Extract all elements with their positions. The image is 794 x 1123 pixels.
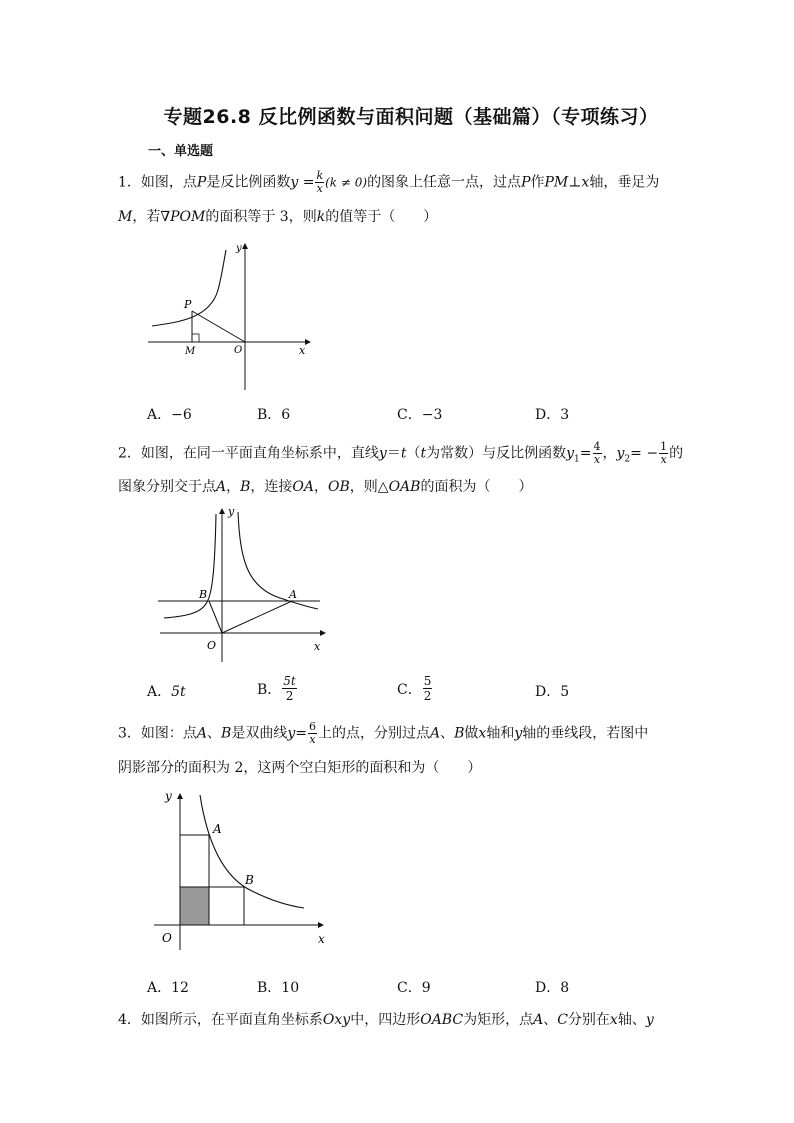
- q1-perp-symbol: ⊥: [568, 174, 582, 191]
- q4-var-y: y: [645, 1012, 654, 1028]
- q1-x-axis: x: [581, 174, 590, 191]
- q3-label-y: y: [165, 789, 172, 803]
- q3-text: 3．如图：点: [118, 725, 197, 742]
- q3-den: x: [309, 733, 316, 746]
- q2-text: 的: [669, 445, 684, 462]
- q1-point-p: P: [196, 174, 207, 191]
- q3-white-rect-right: [209, 887, 244, 925]
- q1-func-denominator: x: [316, 182, 323, 195]
- q4-line1: [118, 1010, 688, 1030]
- q1-segment-po: [192, 311, 245, 342]
- q2-y2-sub: 2: [624, 454, 631, 465]
- q2-comma: ，: [602, 445, 617, 462]
- q2-eq: ＝: [386, 445, 401, 462]
- q3-x-arrow: [318, 922, 324, 928]
- q3-point-b: B: [221, 725, 232, 742]
- q3-point-a: A: [196, 725, 208, 742]
- q4-text: 轴、: [617, 1012, 646, 1028]
- q1-label-y: y: [236, 243, 242, 254]
- q2-y1-eq: =: [579, 445, 592, 462]
- q1-text: 的值等于（ ）: [325, 209, 438, 225]
- q1-label-o: O: [234, 345, 243, 356]
- q1-label-p: P: [184, 298, 192, 311]
- q1-point-m: M: [118, 209, 133, 225]
- q2-label-b: B: [199, 588, 208, 601]
- q1-option-c[interactable]: C．−3: [397, 407, 443, 423]
- q2-y2-den: x: [660, 453, 667, 466]
- q2-var-t: t: [420, 445, 427, 462]
- q1-right-angle-mark: [192, 334, 199, 342]
- q2-figure: [150, 502, 340, 664]
- q4-dun: 、: [543, 1012, 558, 1028]
- q2-text: 为常数）与反比例函数: [426, 445, 567, 462]
- q3-dun: 、: [440, 725, 455, 742]
- q2-point-a: A: [216, 479, 227, 495]
- q2-y2-eq: = −: [630, 445, 659, 462]
- q1-func-fraction: [315, 170, 324, 195]
- q3-y-arrow: [177, 793, 183, 799]
- q3-var-y: y: [287, 725, 296, 742]
- q3-option-c[interactable]: C．9: [397, 980, 431, 996]
- q3-var-x: x: [478, 725, 487, 742]
- q3-label-x: x: [318, 932, 325, 946]
- q2-line1: [118, 441, 688, 469]
- page-title: 专题26.8 反比例函数与面积问题（基础篇）（专项练习）: [163, 106, 659, 128]
- q2-y1-num: 4: [593, 440, 601, 453]
- q3-shaded-rect: [180, 887, 209, 925]
- q4-oabc: OABC: [420, 1012, 464, 1028]
- q2-hyperbola-y2: [164, 514, 216, 618]
- q3-label-a: A: [213, 822, 222, 836]
- q1-triangle: ∇POM: [160, 209, 206, 225]
- q4-point-c: C: [557, 1012, 568, 1028]
- q1-point-p: P: [521, 174, 531, 191]
- q3-option-d[interactable]: D．8: [535, 980, 570, 996]
- q2-line2: [118, 477, 688, 497]
- q2-y1-den: x: [593, 453, 601, 466]
- q2-var-y: y: [378, 445, 387, 462]
- q3-eq: =: [295, 725, 307, 742]
- q1-segment-pm: PM: [544, 174, 569, 191]
- q3-text: 是双曲线: [231, 725, 288, 742]
- q2-text: ，则△: [349, 479, 389, 495]
- q2-text: 图象分别交于点: [118, 479, 216, 495]
- q1-text: 轴，垂足为: [589, 174, 660, 191]
- q4-oxy: Oxy: [322, 1012, 351, 1028]
- q2-y1-fraction: [593, 441, 602, 466]
- q1-figure: [140, 235, 320, 395]
- q2-text: ，连接: [250, 479, 293, 495]
- q4-text: 为矩形，点: [463, 1012, 534, 1028]
- q2-option-c[interactable]: C． $\frac{5}{2}$: [397, 674, 432, 703]
- q2-triangle: OAB: [388, 479, 421, 495]
- q4-text: 分别在: [567, 1012, 610, 1028]
- q1-func-lhs: y =: [290, 174, 315, 191]
- q1-y-arrow: [242, 243, 248, 249]
- q3-hyperbola: [200, 795, 304, 908]
- q1-hyperbola: [152, 250, 226, 326]
- q3-figure: [152, 785, 337, 955]
- q2-y2-fraction: [659, 441, 668, 466]
- q3-option-a[interactable]: A．12: [147, 980, 189, 996]
- q2-label-a: A: [289, 588, 297, 601]
- section-heading: 一、单选题: [148, 144, 214, 159]
- q2-option-d[interactable]: D．5: [535, 684, 570, 700]
- q1-k: k: [316, 209, 326, 225]
- q1-line2: [118, 207, 688, 227]
- q2-point-b: B: [240, 479, 251, 495]
- q3-num: 6: [309, 720, 316, 733]
- q1-func-numerator: k: [316, 169, 324, 182]
- q3-text: 轴的垂线段，若图中: [522, 725, 649, 742]
- q1-text: 的图象上任意一点，过点: [367, 174, 522, 191]
- q2-hyperbola-y1: [238, 512, 318, 609]
- q1-option-d[interactable]: D．3: [535, 407, 570, 423]
- q3-line2: 阴影部分的面积为 2，这两个空白矩形的面积和为（ ）: [118, 760, 482, 776]
- q4-text: 中，四边形: [350, 1012, 421, 1028]
- q2-var-t: t: [400, 445, 407, 462]
- q2-label-o: O: [207, 639, 217, 652]
- q1-text: 1．如图，点: [118, 174, 197, 191]
- q2-text: （: [406, 445, 421, 462]
- q4-point-a: A: [533, 1012, 544, 1028]
- q1-text: 作: [530, 174, 545, 191]
- q3-option-b[interactable]: B．10: [257, 980, 300, 996]
- q3-white-rect-upper: [180, 835, 209, 887]
- q3-fraction: [308, 721, 317, 746]
- q3-label-o: O: [162, 931, 172, 945]
- q2-segment-oa-line: [222, 601, 292, 633]
- q4-text: 4．如图所示，在平面直角坐标系: [118, 1012, 323, 1028]
- q2-segment-ob-line: [209, 601, 222, 633]
- q3-text: 轴和: [486, 725, 515, 742]
- q1-text: 的面积等于 3，则: [205, 209, 317, 225]
- q2-option-b[interactable]: B． $\frac{5t}{2}$: [257, 674, 296, 703]
- q3-text: 做: [464, 725, 479, 742]
- q1-line1: [118, 170, 688, 195]
- q1-label-x: x: [299, 344, 306, 357]
- q2-y1: y: [566, 445, 575, 462]
- q2-option-a[interactable]: A．5t: [147, 684, 186, 700]
- q3-label-b: B: [245, 873, 254, 887]
- q2-sep: ，: [226, 479, 241, 495]
- q2-text: 的面积为（ ）: [420, 479, 533, 495]
- q3-point-a: A: [430, 725, 441, 742]
- q4-var-x: x: [609, 1012, 618, 1028]
- q3-line1: [118, 721, 688, 746]
- q1-func-condition: (k ≠ 0): [325, 175, 368, 190]
- q2-label-x: x: [314, 640, 321, 653]
- q2-segment-ob: OB: [328, 479, 350, 495]
- q2-y2: y: [616, 445, 625, 462]
- q1-text: ，若: [132, 209, 161, 225]
- q1-label-m: M: [185, 346, 196, 357]
- q2-x-arrow: [320, 630, 326, 636]
- q3-text: 上的点，分别过点: [318, 725, 430, 742]
- q3-point-b: B: [454, 725, 465, 742]
- q3-dun: 、: [207, 725, 222, 742]
- q3-var-y: y: [514, 725, 523, 742]
- q1-x-arrow: [305, 339, 311, 345]
- q1-option-a[interactable]: A．−6: [147, 407, 192, 423]
- q2-label-y: y: [228, 505, 235, 518]
- q1-option-b[interactable]: B．6: [257, 407, 291, 423]
- q2-sep: ，: [314, 479, 329, 495]
- q2-y1-sub: 1: [574, 454, 580, 465]
- q2-y-arrow: [219, 508, 225, 514]
- q2-text: 2．如图，在同一平面直角坐标系中，直线: [118, 445, 379, 462]
- q1-text: 是反比例函数: [206, 174, 291, 191]
- q2-y2-num: 1: [660, 440, 668, 453]
- q2-segment-oa: OA: [292, 479, 315, 495]
